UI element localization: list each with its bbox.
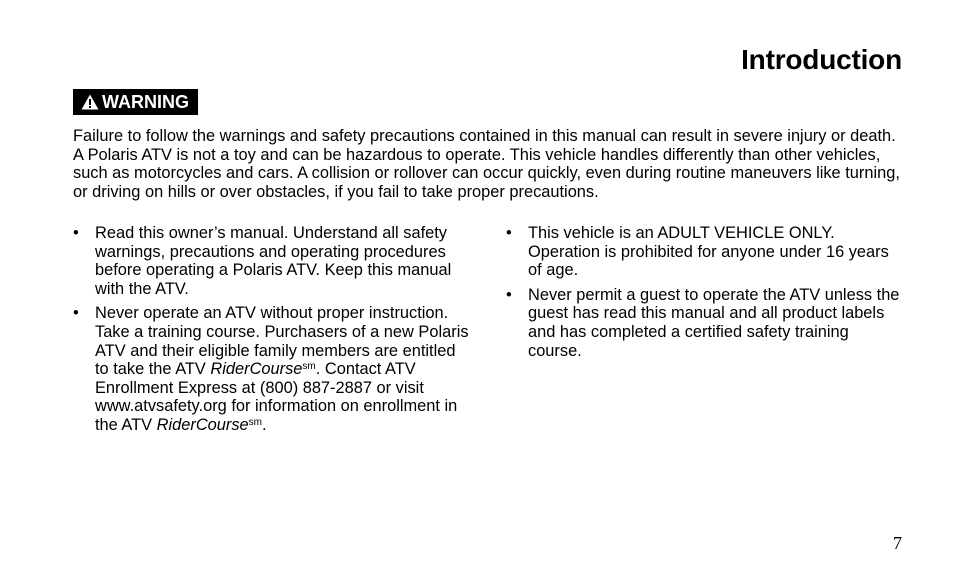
page-title: Introduction [741,44,902,75]
service-mark: sm [248,416,263,428]
bullet: • [73,224,79,242]
list-item-text: . Contact ATV Enrollment Express at (800) 887-2887 or visit www.atvsafety.org for information on enrollment in the ATV [95,360,458,434]
bullet: • [73,304,79,323]
warning-label: WARNING [102,92,189,112]
warning-badge [73,89,198,115]
course-name: RiderCourse [156,415,249,434]
list-item [506,286,901,360]
list-item [73,304,473,434]
list-item-text: Never permit a guest to operate the ATV unless the guest has read this manual and all product labels and has completed a certified safety training course. [528,285,900,360]
list-item-text: Never operate an ATV without proper instruction. Take a training course. Purchasers of a new Polaris ATV and their eligible family members are entitled to take the ATV [95,304,469,379]
warning-text: Failure to follow the warnings and safety precautions contained in this manual can result in severe injury or death. A Polaris ATV is not a toy and can be hazardous to operate. This vehicle handles differently than other vehicles, such as motorcycles and cars. A collision or rollover can occur quickly, even during routine maneuvers like turning, or driving on hills or over obstacles, if you fail to take proper precautions. [73,127,900,201]
list-item [506,224,901,280]
bullet: • [506,224,512,242]
service-mark: sm [302,361,316,373]
list-item-text: Read this owner’s manual. Understand all safety warnings, precautions and operating procedures before operating a Polaris ATV. Keep this manual with the ATV. [95,224,452,298]
right-bullet-list [506,224,901,366]
bullet: • [506,285,512,304]
page-number: 7 [893,533,902,553]
list-item [73,224,473,298]
list-item-text: . [262,415,267,434]
list-item-text: This vehicle is an ADULT VEHICLE ONLY. Operation is prohibited for anyone under 16 years of age. [528,224,889,280]
left-bullet-list [73,224,473,441]
course-name: RiderCourse [210,360,303,379]
warning-triangle-icon [81,94,99,110]
